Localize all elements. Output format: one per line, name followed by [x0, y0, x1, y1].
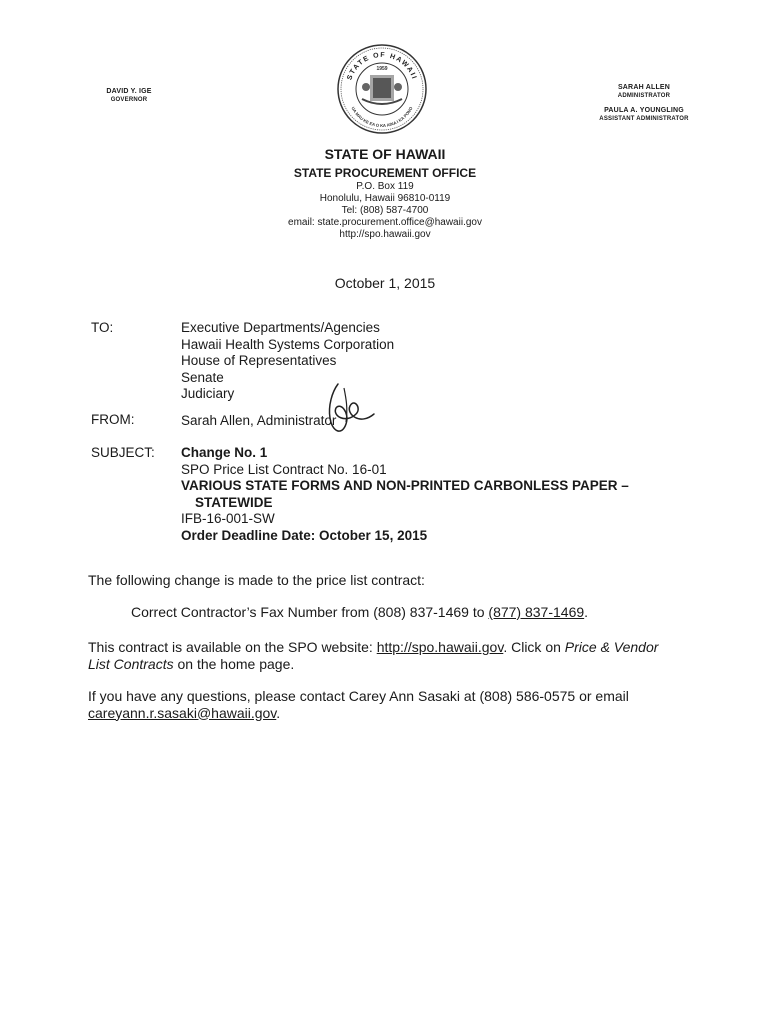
- spo-website-link[interactable]: http://spo.hawaii.gov: [376, 639, 504, 655]
- asst-name: PAULA A. YOUNGLING: [604, 107, 684, 114]
- subject-deadline: Order Deadline Date: October 15, 2015: [181, 527, 428, 543]
- po-box: P.O. Box 119: [356, 181, 414, 192]
- subject-label: SUBJECT:: [91, 445, 155, 460]
- seal-top-text: STATE OF HAWAII: [346, 51, 418, 82]
- admin-name: SARAH ALLEN: [617, 84, 671, 91]
- recipient: Hawaii Health Systems Corporation: [181, 336, 395, 352]
- governor-block: [96, 87, 162, 104]
- signature-icon: [316, 378, 378, 440]
- telephone: Tel: (808) 587-4700: [341, 205, 429, 216]
- contact-paragraph: If you have any questions, please contact Carey Ann Sasaki at (808) 586-0575 or email careyann.r.sasaki@hawaii.gov.: [88, 688, 688, 721]
- from-label: FROM:: [91, 412, 135, 427]
- city: Honolulu, Hawaii 96810-0119: [319, 193, 451, 204]
- price-vendor-text: Price & Vendor: [564, 639, 659, 655]
- seal-bottom-text: UA MAU KE EA O KA AINA I KA PONO: [350, 105, 414, 129]
- from-name: Sarah Allen, Administrator: [181, 413, 337, 428]
- subject-change: Change No. 1: [181, 445, 268, 460]
- contact-email-link[interactable]: careyann.r.sasaki@hawaii.gov: [88, 704, 277, 721]
- subject-title-1: VARIOUS STATE FORMS AND NON-PRINTED CARBONLESS PAPER –: [181, 478, 629, 493]
- office-website: http://spo.hawaii.gov: [339, 229, 431, 240]
- letter-date: October 1, 2015: [334, 275, 436, 291]
- subject-ifb: IFB-16-001-SW: [181, 511, 275, 526]
- office-email: email: state.procurement.office@hawaii.gov: [288, 217, 482, 228]
- seal-year: 1959: [376, 66, 388, 72]
- admin-block: [596, 83, 692, 123]
- recipient: Executive Departments/Agencies: [181, 320, 380, 335]
- recipient: Senate: [181, 369, 224, 385]
- office-address: [0, 181, 770, 241]
- governor-title: GOVERNOR: [110, 97, 148, 103]
- contact-text: If you have any questions, please contact Carey Ann Sasaki at (808) 586-0575 or email: [88, 688, 629, 704]
- governor-name: DAVID Y. IGE: [106, 88, 152, 95]
- office-heading: STATE PROCUREMENT OFFICE: [293, 166, 477, 180]
- to-label: TO:: [91, 320, 114, 335]
- asst-title: ASSISTANT ADMINISTRATOR: [599, 116, 689, 122]
- subject-block: [181, 445, 661, 544]
- website-paragraph: This contract is available on the SPO website: http://spo.hawaii.gov. Click on Price & Vendor List Contracts on the home page.: [88, 639, 659, 672]
- change-text: Correct Contractor’s Fax Number from (808) 837-1469 to: [131, 604, 489, 620]
- list-contracts-text: List Contracts: [88, 655, 174, 672]
- change-line: Correct Contractor’s Fax Number from (808) 837-1469 to (877) 837-1469.: [131, 604, 589, 620]
- subject-title-2: STATEWIDE: [195, 494, 273, 510]
- state-heading: STATE OF HAWAII: [324, 146, 446, 162]
- subject-contract: SPO Price List Contract No. 16-01: [181, 461, 387, 477]
- intro-paragraph: The following change is made to the price list contract:: [88, 572, 425, 588]
- state-seal-icon: [336, 43, 428, 135]
- recipient: House of Representatives: [181, 353, 337, 368]
- admin-title: ADMINISTRATOR: [617, 93, 671, 99]
- recipient: Judiciary: [181, 386, 235, 401]
- new-fax-number: (877) 837-1469: [488, 604, 585, 620]
